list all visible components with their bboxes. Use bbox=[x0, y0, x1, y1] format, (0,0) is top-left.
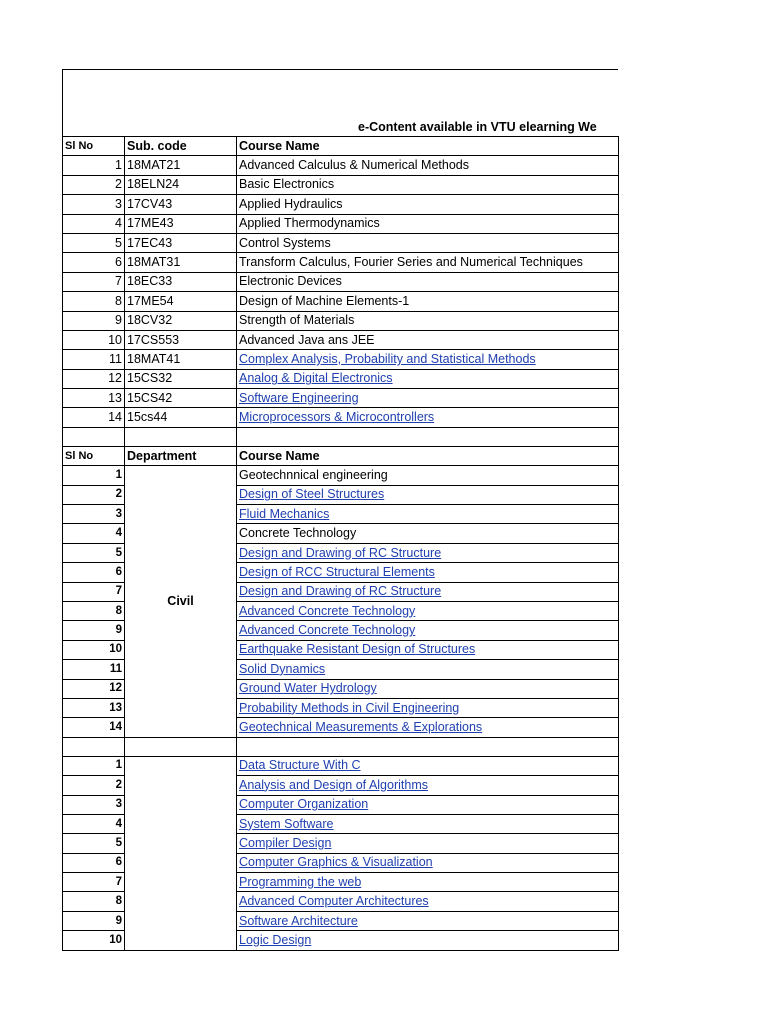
course-link[interactable]: Advanced Computer Architectures bbox=[237, 892, 619, 911]
serial-number: 5 bbox=[63, 834, 125, 853]
header-course-name: Course Name bbox=[237, 137, 619, 156]
course-name: Strength of Materials bbox=[237, 311, 619, 330]
subject-code: 17ME54 bbox=[125, 292, 237, 311]
serial-number: 14 bbox=[63, 718, 125, 737]
course-name: Basic Electronics bbox=[237, 175, 619, 194]
serial-number: 10 bbox=[63, 931, 125, 950]
empty-cell bbox=[125, 427, 237, 446]
course-link[interactable]: Design of Steel Structures bbox=[237, 485, 619, 504]
subject-code: 18ELN24 bbox=[125, 175, 237, 194]
table-row bbox=[63, 311, 619, 330]
serial-number: 12 bbox=[63, 369, 125, 388]
empty-cell bbox=[63, 427, 125, 446]
header-sl-no: Sl No bbox=[63, 446, 125, 465]
table-row bbox=[63, 756, 619, 775]
course-name: Electronic Devices bbox=[237, 272, 619, 291]
subject-code: 15cs44 bbox=[125, 408, 237, 427]
serial-number: 3 bbox=[63, 795, 125, 814]
table-row bbox=[63, 272, 619, 291]
course-link[interactable]: Computer Graphics & Visualization bbox=[237, 853, 619, 872]
empty-cell bbox=[237, 737, 619, 756]
serial-number: 13 bbox=[63, 389, 125, 408]
course-link[interactable]: Logic Design bbox=[237, 931, 619, 950]
department-cell bbox=[125, 756, 237, 950]
table-row bbox=[63, 195, 619, 214]
subject-code: 18MAT31 bbox=[125, 253, 237, 272]
subject-code: 18MAT21 bbox=[125, 156, 237, 175]
serial-number: 3 bbox=[63, 505, 125, 524]
course-link[interactable]: Programming the web bbox=[237, 873, 619, 892]
course-link[interactable]: Data Structure With C bbox=[237, 756, 619, 775]
course-link[interactable]: Fluid Mechanics bbox=[237, 505, 619, 524]
course-link[interactable]: Computer Organization bbox=[237, 795, 619, 814]
serial-number: 8 bbox=[63, 292, 125, 311]
course-name: Transform Calculus, Fourier Series and Numerical Techniques bbox=[237, 253, 619, 272]
serial-number: 9 bbox=[63, 621, 125, 640]
serial-number: 2 bbox=[63, 485, 125, 504]
subject-code: 18MAT41 bbox=[125, 350, 237, 369]
subject-code: 17EC43 bbox=[125, 233, 237, 252]
course-name: Geotechnnical engineering bbox=[237, 466, 619, 485]
table-row bbox=[63, 466, 619, 485]
course-link[interactable]: System Software bbox=[237, 814, 619, 833]
table-row bbox=[63, 369, 619, 388]
table-row bbox=[63, 253, 619, 272]
subject-code: 17CV43 bbox=[125, 195, 237, 214]
serial-number: 3 bbox=[63, 195, 125, 214]
course-name: Control Systems bbox=[237, 233, 619, 252]
course-name: Advanced Java ans JEE bbox=[237, 330, 619, 349]
serial-number: 6 bbox=[63, 853, 125, 872]
title-cell bbox=[62, 69, 618, 136]
course-link[interactable]: Complex Analysis, Probability and Statistical Methods bbox=[237, 350, 619, 369]
course-name: Applied Hydraulics bbox=[237, 195, 619, 214]
course-link[interactable]: Software Engineering bbox=[237, 389, 619, 408]
serial-number: 6 bbox=[63, 253, 125, 272]
course-link[interactable]: Advanced Concrete Technology bbox=[237, 601, 619, 620]
course-link[interactable]: Software Architecture bbox=[237, 911, 619, 930]
serial-number: 7 bbox=[63, 582, 125, 601]
course-name: Applied Thermodynamics bbox=[237, 214, 619, 233]
subject-code: 15CS42 bbox=[125, 389, 237, 408]
serial-number: 1 bbox=[63, 466, 125, 485]
serial-number: 1 bbox=[63, 156, 125, 175]
course-link[interactable]: Geotechnical Measurements & Explorations bbox=[237, 718, 619, 737]
section2-header-row bbox=[63, 446, 619, 465]
blank-row bbox=[63, 737, 619, 756]
table-row bbox=[63, 350, 619, 369]
table-row bbox=[63, 408, 619, 427]
serial-number: 9 bbox=[63, 311, 125, 330]
serial-number: 4 bbox=[63, 814, 125, 833]
course-link[interactable]: Probability Methods in Civil Engineering bbox=[237, 698, 619, 717]
course-link[interactable]: Microprocessors & Microcontrollers bbox=[237, 408, 619, 427]
serial-number: 2 bbox=[63, 175, 125, 194]
serial-number: 4 bbox=[63, 524, 125, 543]
table-row bbox=[63, 175, 619, 194]
course-name: Advanced Calculus & Numerical Methods bbox=[237, 156, 619, 175]
serial-number: 8 bbox=[63, 601, 125, 620]
course-name: Design of Machine Elements-1 bbox=[237, 292, 619, 311]
course-link[interactable]: Analysis and Design of Algorithms bbox=[237, 776, 619, 795]
course-name: Concrete Technology bbox=[237, 524, 619, 543]
subject-code: 17CS553 bbox=[125, 330, 237, 349]
serial-number: 11 bbox=[63, 660, 125, 679]
table-row bbox=[63, 330, 619, 349]
serial-number: 4 bbox=[63, 214, 125, 233]
serial-number: 10 bbox=[63, 640, 125, 659]
serial-number: 14 bbox=[63, 408, 125, 427]
serial-number: 1 bbox=[63, 756, 125, 775]
course-link[interactable]: Design of RCC Structural Elements bbox=[237, 563, 619, 582]
subject-code: 18EC33 bbox=[125, 272, 237, 291]
serial-number: 10 bbox=[63, 330, 125, 349]
table-row bbox=[63, 292, 619, 311]
department-civil: Civil bbox=[125, 466, 237, 737]
table-row bbox=[63, 389, 619, 408]
header-department: Department bbox=[125, 446, 237, 465]
empty-cell bbox=[237, 427, 619, 446]
course-table-body bbox=[63, 137, 619, 951]
sheet-title: e-Content available in VTU elearning We bbox=[358, 120, 597, 134]
header-course-name: Course Name bbox=[237, 446, 619, 465]
serial-number: 13 bbox=[63, 698, 125, 717]
subject-code: 15CS32 bbox=[125, 369, 237, 388]
empty-cell bbox=[63, 737, 125, 756]
serial-number: 2 bbox=[63, 776, 125, 795]
subject-code: 17ME43 bbox=[125, 214, 237, 233]
table-row bbox=[63, 214, 619, 233]
serial-number: 6 bbox=[63, 563, 125, 582]
course-link[interactable]: Ground Water Hydrology bbox=[237, 679, 619, 698]
serial-number: 11 bbox=[63, 350, 125, 369]
table-row bbox=[63, 233, 619, 252]
serial-number: 7 bbox=[63, 272, 125, 291]
course-link[interactable]: Design and Drawing of RC Structure bbox=[237, 543, 619, 562]
course-link[interactable]: Compiler Design bbox=[237, 834, 619, 853]
serial-number: 8 bbox=[63, 892, 125, 911]
section1-header-row bbox=[63, 137, 619, 156]
serial-number: 5 bbox=[63, 543, 125, 562]
course-link[interactable]: Solid Dynamics bbox=[237, 660, 619, 679]
subject-code: 18CV32 bbox=[125, 311, 237, 330]
course-link[interactable]: Analog & Digital Electronics bbox=[237, 369, 619, 388]
header-sub-code: Sub. code bbox=[125, 137, 237, 156]
table-row bbox=[63, 156, 619, 175]
header-sl-no: Sl No bbox=[63, 137, 125, 156]
serial-number: 12 bbox=[63, 679, 125, 698]
serial-number: 9 bbox=[63, 911, 125, 930]
empty-cell bbox=[125, 737, 237, 756]
course-link[interactable]: Earthquake Resistant Design of Structures bbox=[237, 640, 619, 659]
blank-row bbox=[63, 427, 619, 446]
serial-number: 7 bbox=[63, 873, 125, 892]
course-link[interactable]: Design and Drawing of RC Structure bbox=[237, 582, 619, 601]
serial-number: 5 bbox=[63, 233, 125, 252]
course-table bbox=[62, 136, 619, 951]
course-link[interactable]: Advanced Concrete Technology bbox=[237, 621, 619, 640]
